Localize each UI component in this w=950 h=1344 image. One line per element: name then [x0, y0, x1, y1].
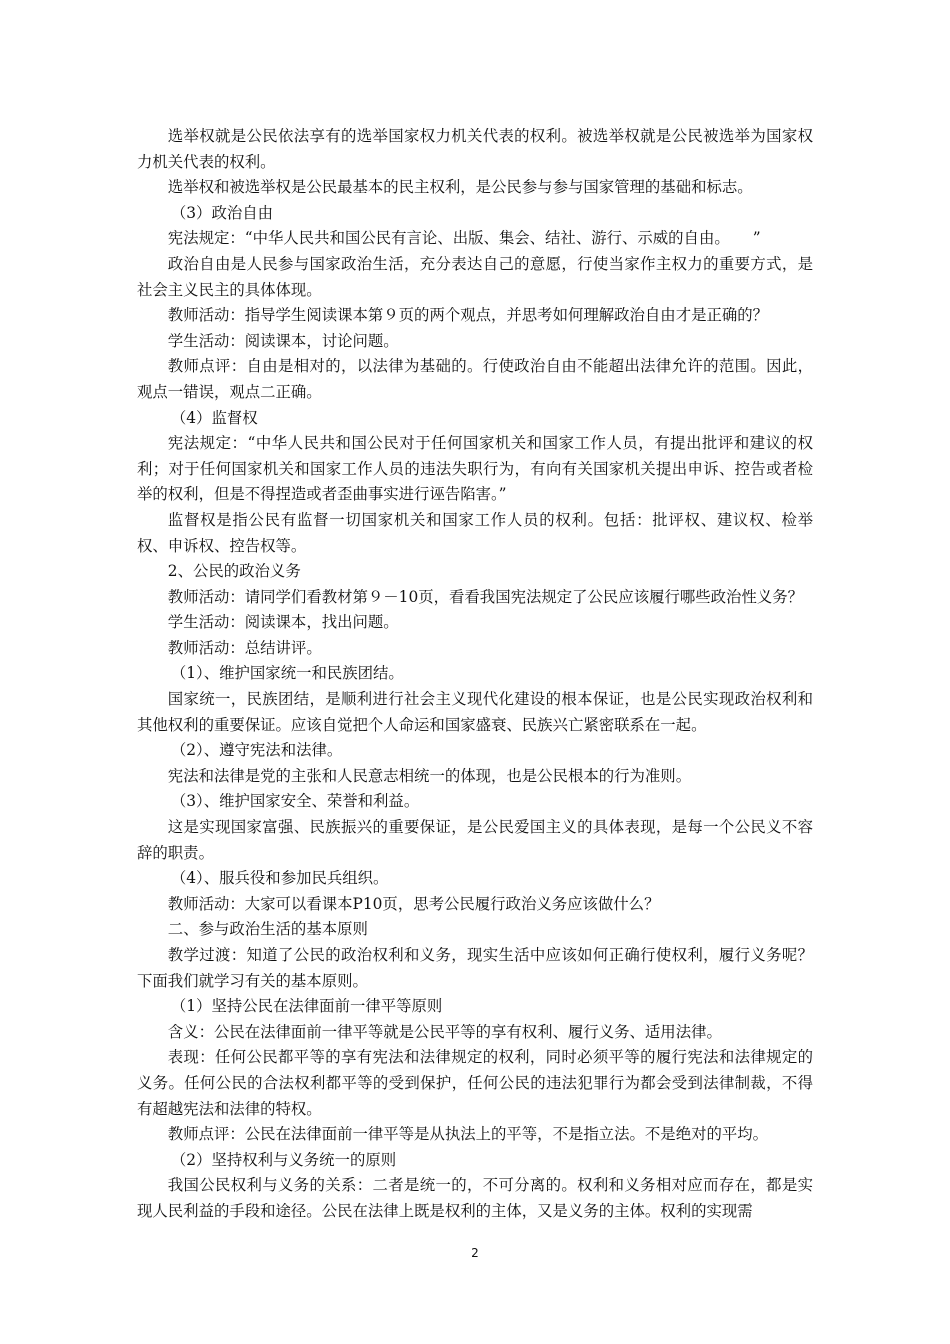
paragraph: 教师点评：公民在法律面前一律平等是从执法上的平等，不是指立法。不是绝对的平均。 — [167, 1125, 769, 1144]
paragraph: 我国公民权利与义务的关系：二者是统一的，不可分离的。权利和义务相对应而存在，都是实现人民利益的手段和途径。公民在法律上既是权利的主体，又是义务的主体。权利的实现需 — [137, 1176, 813, 1220]
paragraph: 监督权是指公民有监督一切国家机关和国家工作人员的权利。包括：批评权、建议权、检举权、申诉权、控告权等。 — [137, 510, 813, 555]
paragraph: 宪法和法律是党的主张和人民意志相统一的体现，也是公民根本的行为准则。 — [167, 766, 692, 785]
section-heading: 二、参与政治生活的基本原则 — [167, 920, 368, 939]
paragraph: 教师活动：总结讲评。 — [167, 638, 322, 657]
paragraph: 含义：公民在法律面前一律平等就是公民平等的享有权利、履行义务、适用法律。 — [167, 1022, 722, 1041]
paragraph: 政治自由是人民参与国家政治生活，充分表达自己的意愿，行使当家作主权力的重要方式，是社会主义民主的具体体现。 — [137, 254, 813, 299]
page-number: 2 — [471, 1246, 479, 1260]
section-heading: （2）、遵守宪法和法律。 — [170, 741, 343, 760]
section-heading: 2、公民的政治义务 — [167, 562, 301, 581]
paragraph: 学生活动：阅读课本，找出问题。 — [167, 613, 399, 632]
section-heading: （2）坚持权利与义务统一的原则 — [170, 1150, 397, 1169]
section-heading: （1）、维护国家统一和民族团结。 — [170, 664, 404, 683]
paragraph: 教师点评：自由是相对的，以法律为基础的。行使政治自由不能超出法律允许的范围。因此，观点一错误，观点二正确。 — [137, 357, 813, 401]
paragraph: 教师活动：指导学生阅读课本第９页的两个观点，并思考如何理解政治自由才是正确的？ — [167, 306, 769, 325]
paragraph: 国家统一，民族团结，是顺利进行社会主义现代化建设的根本保证，也是公民实现政治权利和其他权利的重要保证。应该自觉把个人命运和国家盛衰、民族兴亡紧密联系在一起。 — [137, 690, 813, 734]
paragraph: 选举权就是公民依法享有的选举国家权力机关代表的权利。被选举权就是公民被选举为国家权力机关代表的权利。 — [137, 127, 813, 171]
section-heading: （3）、维护国家安全、荣誉和利益。 — [170, 792, 420, 811]
paragraph: 宪法规定：“中华人民共和国公民对于任何国家机关和国家工作人员，有提出批评和建议的权利；对于任何国家机关和国家工作人员的违法失职行为，有向有关国家机关提出申诉、控告或者检举的权利，但是不得捏造或者歪曲事实进行诬告陷害。” — [137, 434, 813, 504]
section-heading: （4）监督权 — [170, 408, 258, 427]
paragraph: 这是实现国家富强、民族振兴的重要保证，是公民爱国主义的具体表现，是每一个公民义不容辞的职责。 — [137, 818, 813, 862]
paragraph: 宪法规定：“中华人民共和国公民有言论、出版、集会、结社、游行、示威的自由。 ” — [167, 229, 761, 248]
paragraph: 教师活动：请同学们看教材第９－10页，看看我国宪法规定了公民应该履行哪些政治性义务？ — [167, 587, 804, 606]
paragraph: 教师活动：大家可以看课本P10页，思考公民履行政治义务应该做什么？ — [167, 894, 660, 913]
paragraph: 教学过渡：知道了公民的政治权利和义务，现实生活中应该如何正确行使权利，履行义务呢？下面我们就学习有关的基本原则。 — [137, 946, 813, 990]
page-body — [137, 124, 813, 1225]
section-heading: （4）、服兵役和参加民兵组织。 — [170, 869, 389, 888]
paragraph: 表现：任何公民都平等的享有宪法和法律规定的权利，同时必须平等的履行宪法和法律规定的义务。任何公民的合法权利都平等的受到保护，任何公民的违法犯罪行为都会受到法律制裁，不得有超越宪法和法律的特权。 — [137, 1048, 813, 1118]
section-heading: （3）政治自由 — [170, 203, 274, 222]
paragraph: 学生活动：阅读课本，讨论问题。 — [167, 331, 399, 350]
section-heading: （1）坚持公民在法律面前一律平等原则 — [170, 997, 443, 1016]
paragraph: 选举权和被选举权是公民最基本的民主权利，是公民参与参与国家管理的基础和标志。 — [167, 178, 753, 197]
